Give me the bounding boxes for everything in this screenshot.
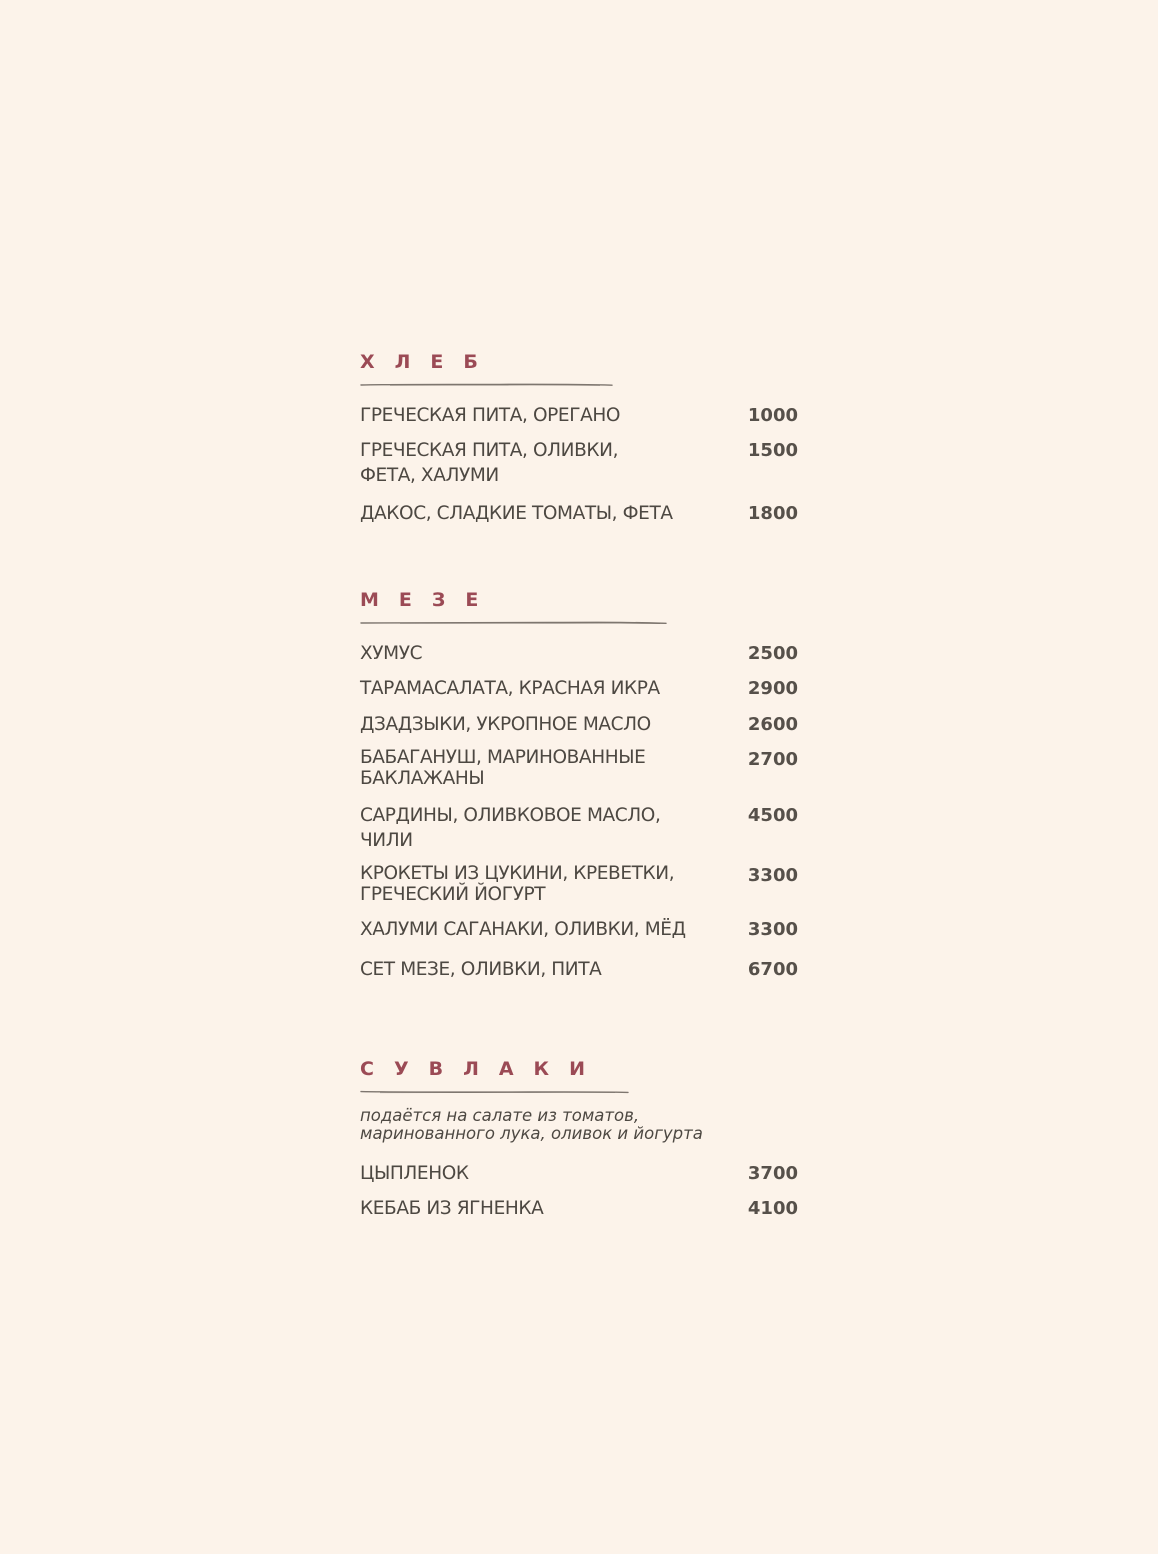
menu-item	[360, 403, 798, 428]
item-name: ХАЛУМИ САГАНАКИ, ОЛИВКИ, МЁД	[360, 919, 686, 940]
item-price: 1000	[747, 405, 798, 426]
item-name: БАБАГАНУШ, МАРИНОВАННЫЕ БАКЛАЖАНЫ	[360, 747, 646, 789]
item-name: САРДИНЫ, ОЛИВКОВОЕ МАСЛО, ЧИЛИ	[360, 805, 661, 851]
item-name: ЦЫПЛЕНОК	[360, 1163, 469, 1184]
menu-item	[360, 641, 798, 666]
menu-item	[360, 676, 798, 701]
item-price: 1500	[747, 440, 798, 461]
item-price: 4500	[747, 805, 798, 826]
item-price: 4100	[747, 1198, 798, 1219]
menu-section-souvlaki	[360, 1057, 798, 1221]
item-name: ГРЕЧЕСКАЯ ПИТА, ОЛИВКИ, ФЕТА, ХАЛУМИ	[360, 440, 619, 486]
item-name: ГРЕЧЕСКАЯ ПИТА, ОРЕГАНО	[360, 405, 621, 426]
item-price: 2900	[747, 678, 798, 699]
menu-section-meze	[360, 588, 798, 982]
menu-list	[360, 1161, 798, 1221]
item-price: 6700	[747, 959, 798, 980]
item-price: 1800	[747, 503, 798, 524]
item-name: КЕБАБ ИЗ ЯГНЕНКА	[360, 1198, 544, 1219]
item-name: ХУМУС	[360, 643, 423, 664]
menu-item	[360, 803, 798, 853]
brush-stroke-divider	[360, 620, 672, 626]
item-price: 3300	[747, 865, 798, 886]
item-name: ДЗАДЗЫКИ, УКРОПНОЕ МАСЛО	[360, 714, 651, 735]
section-title: МЕЗЕ	[360, 589, 499, 611]
item-price: 3300	[747, 919, 798, 940]
menu-item	[360, 438, 798, 488]
item-price: 2500	[747, 643, 798, 664]
menu-item	[360, 917, 798, 942]
item-name: ДАКОС, СЛАДКИЕ ТОМАТЫ, ФЕТА	[360, 503, 673, 524]
section-title: ХЛЕБ	[360, 351, 498, 373]
menu-item	[360, 712, 798, 737]
menu-item	[360, 863, 798, 905]
menu-list	[360, 403, 798, 526]
item-name: КРОКЕТЫ ИЗ ЦУКИНИ, КРЕВЕТКИ, ГРЕЧЕСКИЙ ЙОГУРТ	[360, 863, 675, 905]
menu-item	[360, 1161, 798, 1186]
menu-item	[360, 501, 798, 526]
brush-stroke-divider	[360, 1089, 632, 1095]
menu-section-bread	[360, 350, 798, 526]
item-price: 2600	[747, 714, 798, 735]
menu-list	[360, 641, 798, 982]
section-title: СУВЛАКИ	[360, 1058, 605, 1080]
item-price: 2700	[747, 749, 798, 770]
brush-stroke-divider	[360, 382, 620, 388]
item-name: ТАРАМАСАЛАТА, КРАСНАЯ ИКРА	[360, 678, 660, 699]
menu-item	[360, 957, 798, 982]
section-note: подаётся на салате из томатов, маринованного лука, оливок и йогурта	[360, 1106, 703, 1143]
menu-item	[360, 1196, 798, 1221]
item-name: СЕТ МЕЗЕ, ОЛИВКИ, ПИТА	[360, 959, 602, 980]
menu-item	[360, 747, 798, 789]
item-price: 3700	[747, 1163, 798, 1184]
